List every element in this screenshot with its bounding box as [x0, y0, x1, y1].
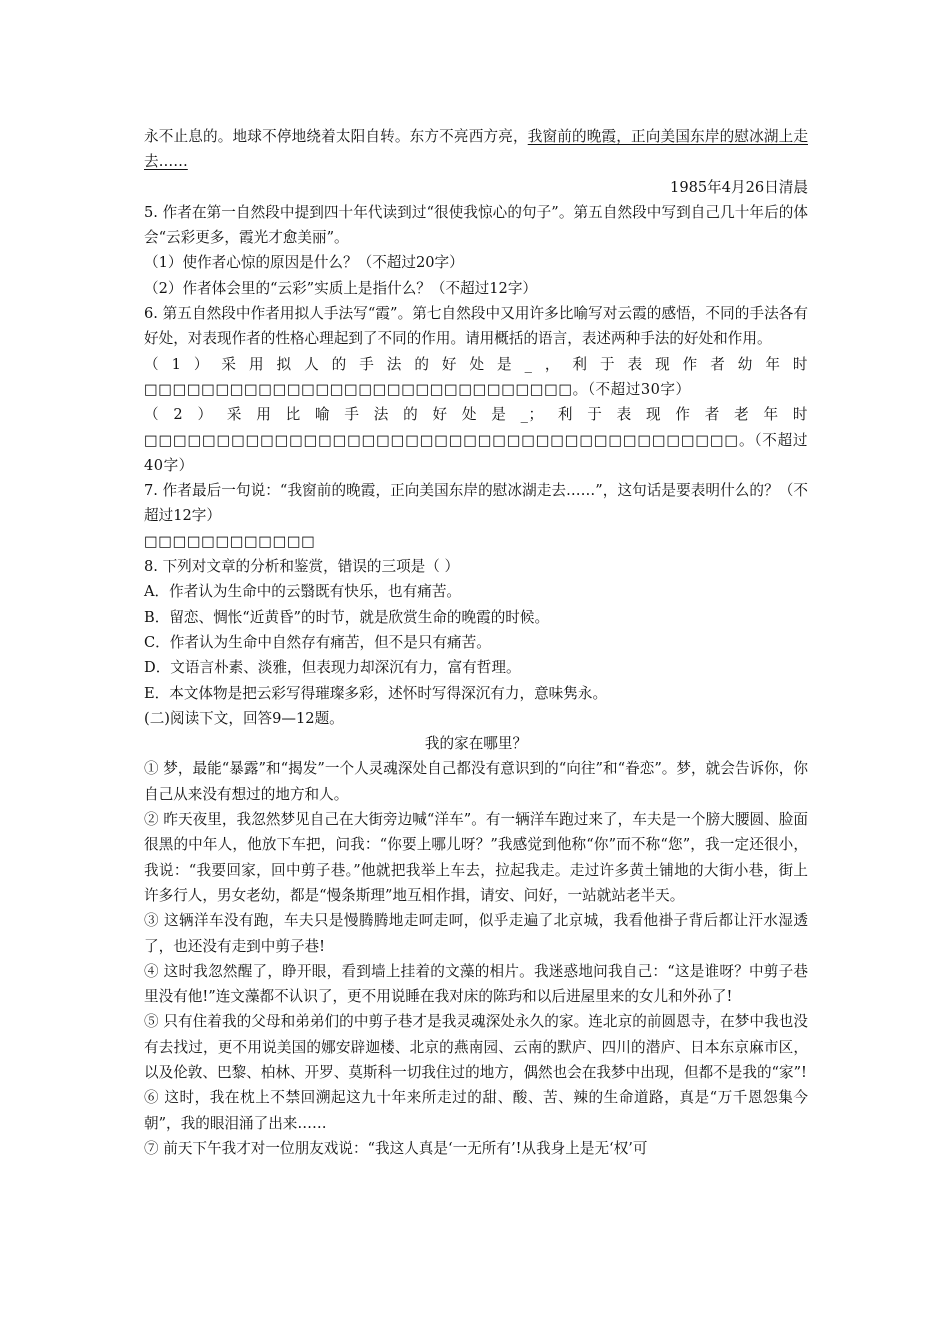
article-paragraph-5: ⑤ 只有住着我的父母和弟弟们的中剪子巷才是我灵魂深处永久的家。连北京的前圆恩寺，在梦中我也没有去找过，更不用说美国的娜安辟迦楼、北京的燕南园、云南的默庐、四川的潜庐、日本东京麻市区，以及伦敦、巴黎、柏林、开罗、莫斯科一切我住过的地方，偶然也会在我梦中出现，但都不是我的“家”! — [144, 1013, 808, 1081]
question-5-sub-2: （2）作者体会里的“云彩”实质上是指什么？（不超过12字） — [144, 279, 538, 297]
question-8-option-d: D．文语言朴素、淡雅，但表现力却深沉有力，富有哲理。 — [144, 659, 521, 677]
article-paragraph-7: ⑦ 前天下午我才对一位朋友戏说：“我这人真是‘一无所有’!从我身上是无‘权’可 — [144, 1139, 648, 1157]
question-5-sub-1: （1）使作者心惊的原因是什么？（不超过20字） — [144, 254, 464, 272]
underlined-sentence: 我窗前的晚霞，正向美国东岸的慰冰湖上走去…… — [144, 128, 808, 171]
article-paragraph-6: ⑥ 这时，我在枕上不禁回溯起这九十年来所走过的甜、酸、苦、辣的生命道路，真是“万千恩怨集今朝”，我的眼泪涌了出来…… — [144, 1089, 808, 1132]
document-page — [144, 124, 808, 1161]
article-title: 我的家在哪里？ — [424, 735, 528, 753]
question-8-option-c: C．作者认为生命中自然存有痛苦，但不是只有痛苦。 — [144, 633, 491, 651]
question-8-option-a: A．作者认为生命中的云翳既有快乐，也有痛苦。 — [144, 583, 462, 601]
passage-ending-text: 永不止息的。地球不停地绕着太阳自转。东方不亮西方亮， — [144, 128, 528, 145]
question-8-option-b: B．留恋、惆怅“近黄昏”的时节，就是欣赏生命的晚霞的时候。 — [144, 608, 550, 626]
question-6-stem: 6. 第五自然段中作者用拟人手法写“霞”。第七自然段中又用许多比喻写对云霞的感悟，不同的手法各有好处，对表现作者的性格心理起到了不同的作用。请用概括的语言，表述两种手法的好处和作用。 — [144, 305, 808, 348]
question-6-sub-1: （1）采用拟人的手法的好处是_，利于表现作者幼年时□□□□□□□□□□□□□□□□□□□□□□□□□□□□□□。（不超过30字） — [144, 355, 808, 398]
question-5-stem: 5. 作者在第一自然段中提到四十年代读到过“很使我惊心的句子”。第五自然段中写到自己几十年后的体会“云彩更多，霞光才愈美丽”。 — [144, 203, 808, 247]
question-7-stem: 7. 作者最后一句说：“我窗前的晚霞，正向美国东岸的慰冰湖走去……”，这句话是要表明什么的？（不超过12字） — [144, 482, 808, 525]
passage-ending — [144, 124, 808, 175]
question-8-option-e: E．本文体物是把云彩写得璀璨多彩，述怀时写得深沉有力，意味隽永。 — [144, 684, 608, 702]
article-paragraph-1: ① 梦，最能“暴露”和“揭发”一个人灵魂深处自己都没有意识到的“向往”和“眷恋”。梦，就会告诉你，你自己从来没有想过的地方和人。 — [144, 760, 808, 803]
question-7-answer-boxes: □□□□□□□□□□□□ — [144, 532, 316, 550]
question-6-sub-2: （2）采用比喻手法的好处是_；利于表现作者老年时□□□□□□□□□□□□□□□□□□□□□□□□□□□□□□□□□□□□□□□□□。（不超过40字） — [144, 406, 808, 474]
article-paragraph-2: ② 昨天夜里，我忽然梦见自己在大街旁边喊“洋车”。有一辆洋车跑过来了，车夫是一个膀大腰圆、脸面很黑的中年人，他放下车把，问我：“你要上哪儿呀？”我感觉到他称“你”而不称“您”，我一定还很小，我说：“我要回家，回中剪子巷。”他就把我举上车去，拉起我走。走过许多黄土铺地的大街小巷，街上许多行人，男女老幼，都是“慢条斯理”地互相作揖，请安、问好，一站就站老半天。 — [144, 811, 808, 904]
article-paragraph-4: ④ 这时我忽然醒了，睁开眼，看到墙上挂着的文藻的相片。我迷惑地问我自己：“这是谁呀？中剪子巷里没有他!”连文藻都不认识了，更不用说睡在我对床的陈玙和以后进屋里来的女儿和外孙了! — [144, 962, 808, 1006]
passage-date: 1985年4月26日清晨 — [670, 178, 808, 196]
section-2-intro: (二)阅读下文，回答9—12题。 — [144, 709, 344, 727]
question-8-stem: 8. 下列对文章的分析和鉴赏，错误的三项是（ ） — [144, 558, 460, 576]
article-paragraph-3: ③ 这辆洋车没有跑，车夫只是慢腾腾地走呵走呵，似乎走遍了北京城，我看他褂子背后都让汗水湿透了，也还没有走到中剪子巷! — [144, 912, 808, 955]
